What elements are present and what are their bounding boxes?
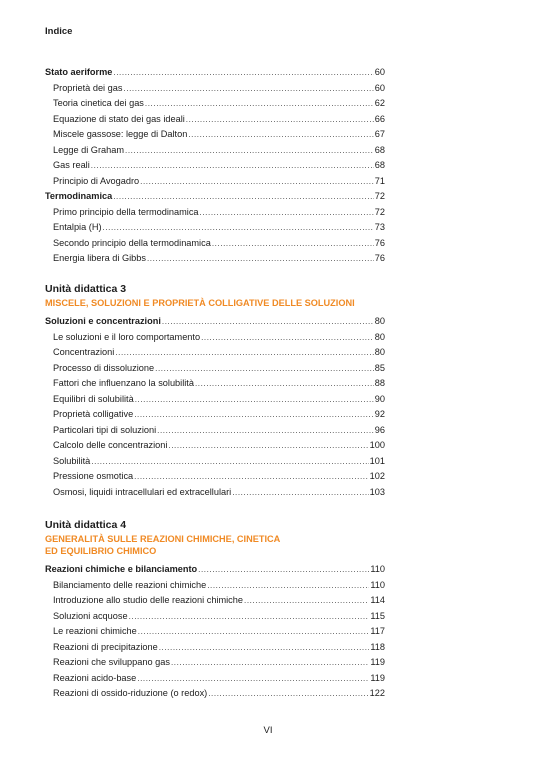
toc-entry-title: Proprietà colligative: [53, 409, 134, 419]
toc-entry[interactable]: [45, 624, 385, 640]
toc-entry-page: 73: [374, 222, 385, 232]
dot-leader: [115, 345, 373, 361]
toc-entry-title: Pressione osmotica: [53, 471, 134, 481]
toc-entry-page: 68: [374, 144, 385, 155]
toc-entry-page: 60: [374, 67, 385, 77]
dot-leader: [244, 593, 369, 609]
toc-entry[interactable]: [45, 81, 385, 97]
toc-entry-title: Principio di Avogadro: [53, 175, 140, 186]
toc-entry[interactable]: [45, 593, 385, 609]
dot-leader: [147, 251, 374, 267]
toc-entry[interactable]: [45, 655, 385, 671]
toc-entry[interactable]: [45, 158, 385, 174]
toc-entry-title: Reazioni di precipitazione: [53, 641, 158, 652]
page-title: Indice: [45, 26, 73, 37]
toc-entry-page: 100: [369, 440, 385, 450]
toc-entry-title: Reazioni acido-base: [53, 672, 137, 683]
dot-leader: [186, 112, 374, 128]
toc-entry[interactable]: [45, 469, 385, 485]
toc-entry-page: 92: [374, 409, 385, 419]
unit-3-label: Unità didattica 3: [45, 283, 127, 295]
toc-entry-title: Equazione di stato dei gas ideali: [53, 113, 185, 124]
dot-leader: [125, 143, 374, 159]
toc-entry[interactable]: [45, 376, 385, 392]
toc-entry-title: Gas reali: [53, 160, 90, 170]
dot-leader: [188, 127, 373, 143]
toc-entry-page: 62: [374, 98, 385, 108]
toc-section-gas-thermodynamics: [45, 65, 385, 267]
toc-entry-title: Stato aeriforme: [45, 67, 113, 77]
toc-entry-title: Entalpia (H): [53, 222, 102, 232]
toc-entry-page: 110: [370, 579, 385, 590]
toc-unit-3: [45, 283, 385, 500]
toc-entry[interactable]: [45, 671, 385, 687]
dot-leader: [232, 485, 368, 501]
toc-entry[interactable]: [45, 174, 385, 190]
unit-3-entries: [45, 314, 385, 500]
toc-entry-page: 119: [370, 672, 385, 683]
dot-leader: [129, 609, 370, 625]
toc-entry-title: Osmosi, liquidi intracellulari ed extracellulari: [53, 486, 232, 497]
dot-leader: [135, 392, 374, 408]
dot-leader: [134, 407, 374, 423]
toc-entry-title: Miscele gassose: legge di Dalton: [53, 129, 188, 139]
toc-entry-page: 102: [369, 471, 385, 481]
dot-leader: [168, 438, 368, 454]
toc-entry-title: Particolari tipi di soluzioni: [53, 424, 157, 435]
toc-entry-title: Reazioni di ossido-riduzione (o redox): [53, 688, 208, 698]
dot-leader: [155, 361, 374, 377]
unit-3-subtitle: MISCELE, SOLUZIONI E PROPRIETÀ COLLIGATIVE DELLE SOLUZIONI: [45, 298, 355, 308]
dot-leader: [91, 158, 374, 174]
toc-entry[interactable]: [45, 361, 385, 377]
toc-entry-page: 117: [370, 626, 385, 636]
toc-entry[interactable]: [45, 640, 385, 656]
toc-entry[interactable]: [45, 220, 385, 236]
toc-entry-page: 110: [370, 564, 385, 574]
dot-leader: [171, 655, 369, 671]
toc-entry[interactable]: [45, 143, 385, 159]
toc-entry[interactable]: [45, 609, 385, 625]
toc-entry-title: Concentrazioni: [53, 347, 115, 357]
toc-entry-page: 103: [369, 486, 385, 497]
toc-entry-page: 96: [374, 424, 385, 435]
toc-entry[interactable]: [45, 251, 385, 267]
toc-entry-title: Reazioni che sviluppano gas: [53, 657, 170, 667]
dot-leader: [201, 330, 374, 346]
toc-entry-page: 114: [370, 595, 385, 605]
dot-leader: [208, 686, 368, 702]
toc-entry-title: Fattori che influenzano la solubilità: [53, 378, 194, 388]
dot-leader: [137, 671, 369, 687]
toc-entry[interactable]: [45, 392, 385, 408]
toc-entry[interactable]: [45, 112, 385, 128]
dot-leader: [162, 314, 374, 330]
unit-4-label: Unità didattica 4: [45, 519, 127, 531]
toc-entry[interactable]: [45, 236, 385, 252]
toc-entry-title: Energia libera di Gibbs: [53, 253, 146, 263]
toc-entry-page: 118: [370, 641, 385, 652]
dot-leader: [159, 640, 370, 656]
toc-entry[interactable]: [45, 96, 385, 112]
toc-entry-title: Le reazioni chimiche: [53, 626, 137, 636]
toc-entry-title: Calcolo delle concentrazioni: [53, 440, 168, 450]
toc-entry[interactable]: [45, 438, 385, 454]
toc-entry-title: Equilibri di solubilità: [53, 393, 134, 404]
dot-leader: [145, 96, 374, 112]
toc-entry-page: 67: [374, 129, 385, 139]
toc-entry-title: Secondo principio della termodinamica: [53, 237, 211, 248]
toc-entry-page: 71: [374, 175, 385, 186]
toc-entry-title: Processo di dissoluzione: [53, 362, 155, 373]
toc-entry-page: 76: [374, 237, 385, 248]
page-number: VI: [263, 725, 273, 736]
unit-4-subtitle: [45, 533, 385, 557]
toc-entry-page: 72: [374, 191, 385, 201]
toc-entry-page: 101: [369, 455, 385, 466]
unit-4-subtitle-line-2: ED EQUILIBRIO CHIMICO: [45, 546, 157, 556]
toc-entry-title: Termodinamica: [45, 191, 113, 201]
toc-entry-title: Soluzioni acquose: [53, 610, 128, 621]
toc-main-entry[interactable]: [45, 562, 385, 578]
toc-entry[interactable]: [45, 423, 385, 439]
dot-leader: [113, 65, 373, 81]
toc-entry-page: 119: [370, 657, 385, 667]
toc-entry-page: 115: [370, 610, 385, 621]
toc-entry[interactable]: [45, 454, 385, 470]
dot-leader: [195, 376, 374, 392]
dot-leader: [200, 205, 374, 221]
toc-entry-page: 66: [374, 113, 385, 124]
toc-entry[interactable]: [45, 686, 385, 702]
dot-leader: [212, 236, 374, 252]
dot-leader: [157, 423, 374, 439]
toc-entry[interactable]: [45, 205, 385, 221]
toc-main-entry[interactable]: [45, 189, 385, 205]
toc-entry-title: Soluzioni e concentrazioni: [45, 316, 161, 326]
dot-leader: [91, 454, 368, 470]
toc-entry-page: 72: [374, 206, 385, 217]
toc-entry-page: 122: [369, 688, 385, 698]
toc-entry[interactable]: [45, 578, 385, 594]
toc-entry-page: 85: [374, 362, 385, 373]
toc-entry-title: Le soluzioni e il loro comportamento: [53, 331, 201, 342]
toc-entry-title: Primo principio della termodinamica: [53, 206, 199, 217]
toc-entry-page: 90: [374, 393, 385, 404]
dot-leader: [113, 189, 374, 205]
toc-entry-page: 76: [374, 253, 385, 263]
dot-leader: [103, 220, 374, 236]
dot-leader: [123, 81, 373, 97]
toc-entry-title: Solubilità: [53, 455, 91, 466]
toc-entry-page: 68: [374, 160, 385, 170]
dot-leader: [140, 174, 374, 190]
toc-entry-page: 60: [374, 82, 385, 93]
toc-main-entry[interactable]: [45, 314, 385, 330]
toc-entry-title: Reazioni chimiche e bilanciamento: [45, 564, 198, 574]
unit-4-subtitle-line-1: GENERALITÀ SULLE REAZIONI CHIMICHE, CINETICA: [45, 534, 281, 544]
unit-4-entries: [45, 562, 385, 702]
toc-entry-title: Teoria cinetica dei gas: [53, 98, 144, 108]
toc-entry-page: 80: [374, 347, 385, 357]
toc-entry-title: Legge di Graham: [53, 144, 124, 155]
toc-entry[interactable]: [45, 345, 385, 361]
toc-unit-4: [45, 519, 385, 702]
toc-entry-title: Bilanciamento delle reazioni chimiche: [53, 579, 207, 590]
dot-leader: [134, 469, 368, 485]
toc-entry-page: 80: [374, 331, 385, 342]
dot-leader: [138, 624, 370, 640]
toc-entry-title: Proprietà dei gas: [53, 82, 123, 93]
toc-entry-page: 80: [374, 316, 385, 326]
dot-leader: [198, 562, 369, 578]
toc-entry[interactable]: [45, 127, 385, 143]
toc-entry-title: Introduzione allo studio delle reazioni chimiche: [53, 595, 243, 605]
toc-entry[interactable]: [45, 407, 385, 423]
toc-entry-page: 88: [374, 378, 385, 388]
dot-leader: [207, 578, 369, 594]
toc-entry[interactable]: [45, 485, 385, 501]
toc-entry[interactable]: [45, 330, 385, 346]
toc-main-entry[interactable]: [45, 65, 385, 81]
